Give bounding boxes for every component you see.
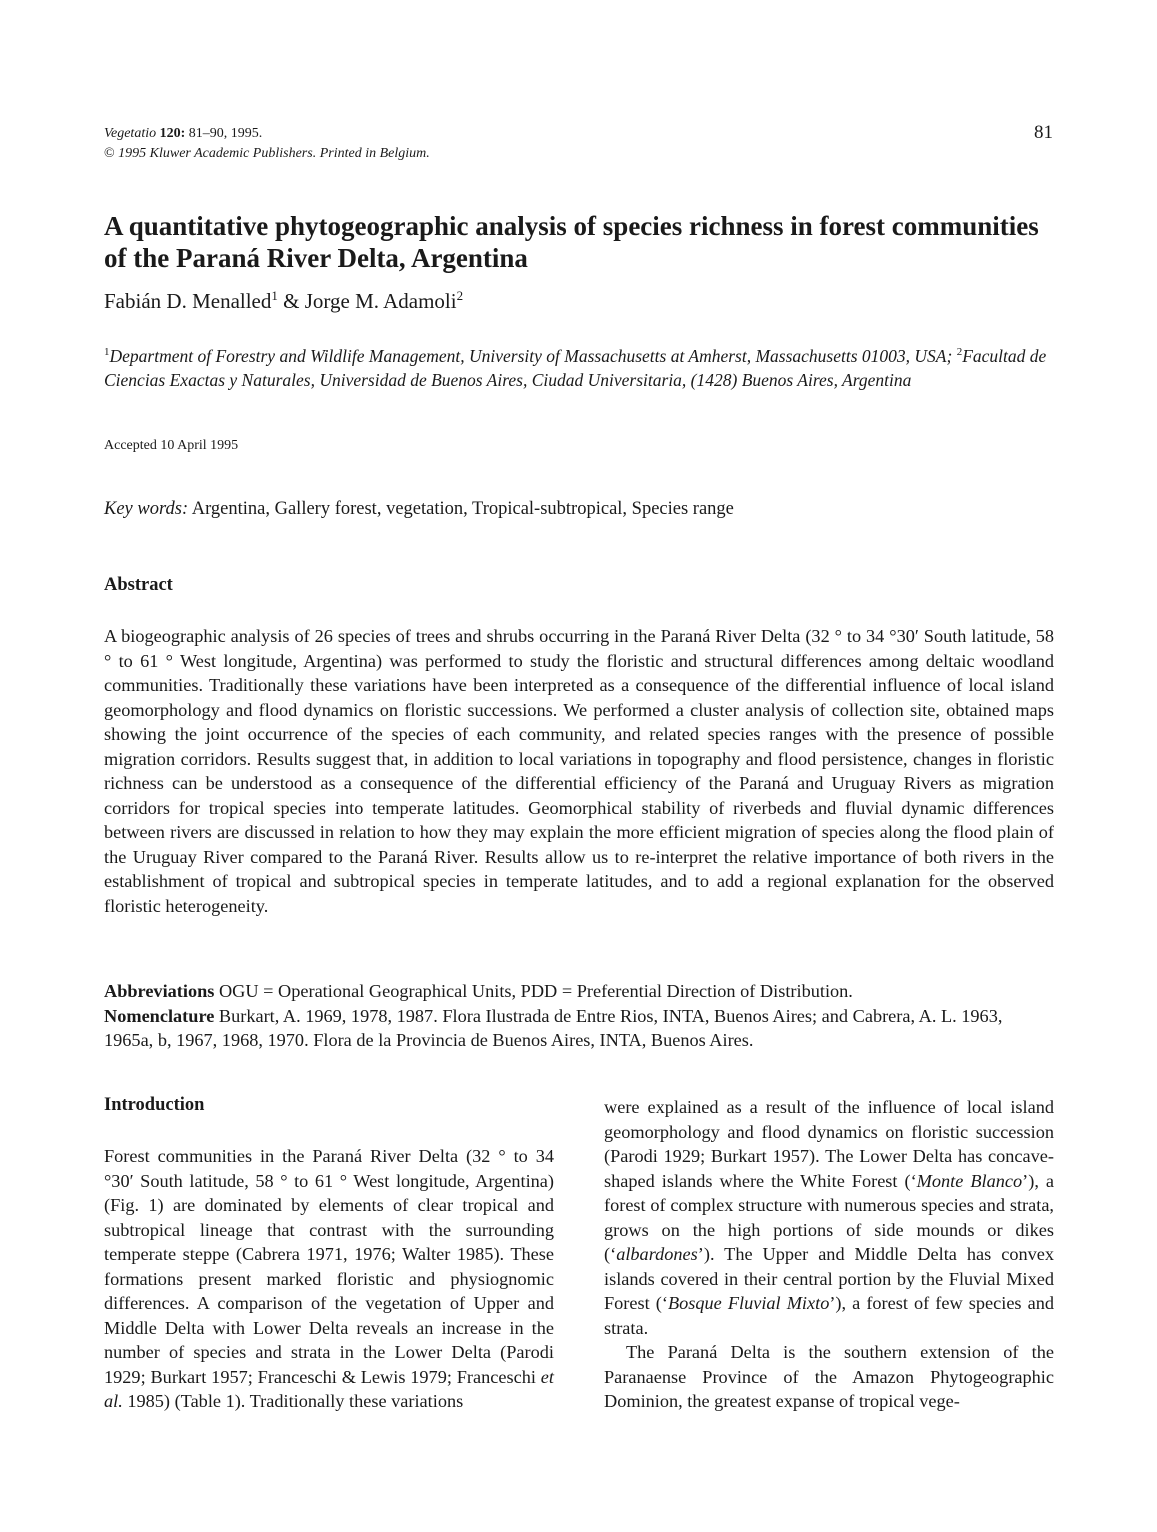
intro-etal: et al. [104, 1366, 554, 1411]
page-number: 81 [1034, 122, 1053, 143]
intro-text-b: 1985) (Table 1). Traditionally these variations [122, 1391, 464, 1411]
nomenclature-text: Burkart, A. 1969, 1978, 1987. Flora Ilustrada de Entre Rios, INTA, Buenos Aires; and Cabrera, A. L. 1963, 1965a, b, 1967, 1968, 1970. Flora de la Provincia de Buenos Aires, INTA, Buenos Aires. [104, 1005, 1003, 1050]
journal-volume: 120: [159, 126, 186, 141]
intro-paragraph-1 [104, 1144, 554, 1414]
nomenclature-line [104, 1004, 1054, 1053]
abbreviations-label: Abbreviations [104, 981, 215, 1001]
author-2: Jorge M. Adamoli [304, 289, 457, 313]
keywords [104, 499, 734, 520]
intro-text-a: Forest communities in the Paraná River Delta (32 ° to 34 °30′ South latitude, 58 ° to 61 ° West longitude, Argentina) (Fig. 1) are dominated by elements of clear tropical and subtropical lineage that contrast with the surrounding temperate steppe (Cabrera 1971, 1976; Walter 1985). These formations present marked floristic and physiognomic differences. A comparison of the vegetation of Upper and Middle Delta with Lower Delta reveals an increase in the number of species and strata in the Lower Delta (Parodi 1929; Burkart 1957; Franceschi & Lewis 1979; Franceschi [104, 1146, 554, 1387]
keywords-text: Argentina, Gallery forest, vegetation, Tropical-subtropical, Species range [188, 499, 734, 519]
copyright-symbol: © [104, 146, 115, 161]
introduction-left-column [104, 1144, 554, 1414]
journal-pages-year: 81–90, 1995. [185, 126, 263, 141]
intro-right-text-c: ’). The Upper and Middle Delta has convex islands covered in their central portion by the Fluvial Mixed Forest (‘ [604, 1244, 1054, 1313]
abbreviations-text: OGU = Operational Geographical Units, PDD = Preferential Direction of Distribution. [214, 981, 853, 1001]
abstract-body: A biogeographic analysis of 26 species of trees and shrubs occurring in the Paraná River Delta (32 ° to 34 °30′ South latitude, 58 ° to 61 ° West longitude, Argentina) was performed to study the floristic and structural differences among deltaic woodland communities. Traditionally these variations have been interpreted as a consequence of the differential influence of local island geomorphology and flood dynamics on floristic successions. We performed a cluster analysis of collection site, obtained maps showing the joint occurrence of the species of each community, and related species ranges with the presence of possible migration corridors. Results suggest that, in addition to local variations in topography and flood persistence, changes in floristic richness can be understood as a consequence of the differential efficiency of the Paraná and Uruguay Rivers as migration corridors for tropical species into temperate latitudes. Geomorphical stability of riverbeds and fluvial dynamic differences between rivers are discussed in relation to how they may explain the more efficient migration of species along the flood plain of the Uruguay River compared to the Paraná River. Results allow us to re-interpret the relative importance of both rivers in the establishment of tropical and subtropical species in temperate latitudes, and to add a regional explanation for the observed floristic heterogeneity. [104, 626, 1054, 916]
intro-right-text-b: ’), a forest of complex structure with numerous species and strata, grows on the high portions of side mounds or dikes (‘ [604, 1170, 1055, 1264]
intro-bosque-fluvial: Bosque Fluvial Mixto [667, 1293, 830, 1313]
author-1: Fabián D. Menalled [104, 289, 272, 313]
journal-name: Vegetatio [104, 126, 157, 141]
affil-1: Department of Forestry and Wildlife Management, University of Massachusetts at Amherst, Massachusetts 01003, USA; [109, 345, 957, 366]
abstract-heading: Abstract [104, 575, 173, 595]
keywords-label: Key words: [104, 499, 189, 519]
author-1-affil-mark: 1 [271, 288, 278, 303]
intro-paragraph-2: The Paraná Delta is the southern extension of the Paranaense Province of the Amazon Phytogeographic Dominion, the greatest expanse of tropical vege- [604, 1342, 1054, 1411]
introduction-right-column [604, 1095, 1054, 1414]
affil-2: Facultad de Ciencias Exactas y Naturales, Universidad de Buenos Aires, Ciudad Universitaria, (1428) Buenos Aires, Argentina [104, 345, 1047, 390]
intro-right-text-a: were explained as a result of the influence of local island geomorphology and flood dynamics on floristic succession (Parodi 1929; Burkart 1957). The Lower Delta has concave-shaped islands where the White Forest (‘ [604, 1097, 1054, 1191]
affil-1-mark: 1 [104, 346, 110, 358]
publisher-line: 1995 Kluwer Academic Publishers. Printed in Belgium. [114, 146, 430, 161]
nomenclature-label: Nomenclature [104, 1005, 215, 1026]
author-separator: & [277, 289, 305, 313]
intro-right-text-d: ’), a forest of few species and strata. [604, 1293, 1055, 1338]
copyright-line [104, 144, 430, 164]
journal-header [104, 124, 430, 164]
affil-2-mark: 2 [956, 346, 963, 358]
journal-citation [104, 124, 430, 144]
intro-paragraph-1-cont [604, 1095, 1054, 1340]
author-list [104, 283, 463, 314]
abbreviations-nomenclature [104, 979, 1054, 1053]
introduction-heading: Introduction [104, 1095, 205, 1115]
accepted-date: Accepted 10 April 1995 [104, 438, 239, 453]
intro-albardones: albardones [616, 1244, 698, 1264]
intro-monte-blanco: Monte Blanco [916, 1170, 1023, 1191]
affiliations [104, 340, 1064, 392]
abbreviations-line [104, 979, 1054, 1004]
paper-title: A quantitative phytogeographic analysis of species richness in forest communities of the Paraná River Delta, Argentina [104, 211, 1039, 273]
author-2-affil-mark: 2 [456, 288, 464, 303]
